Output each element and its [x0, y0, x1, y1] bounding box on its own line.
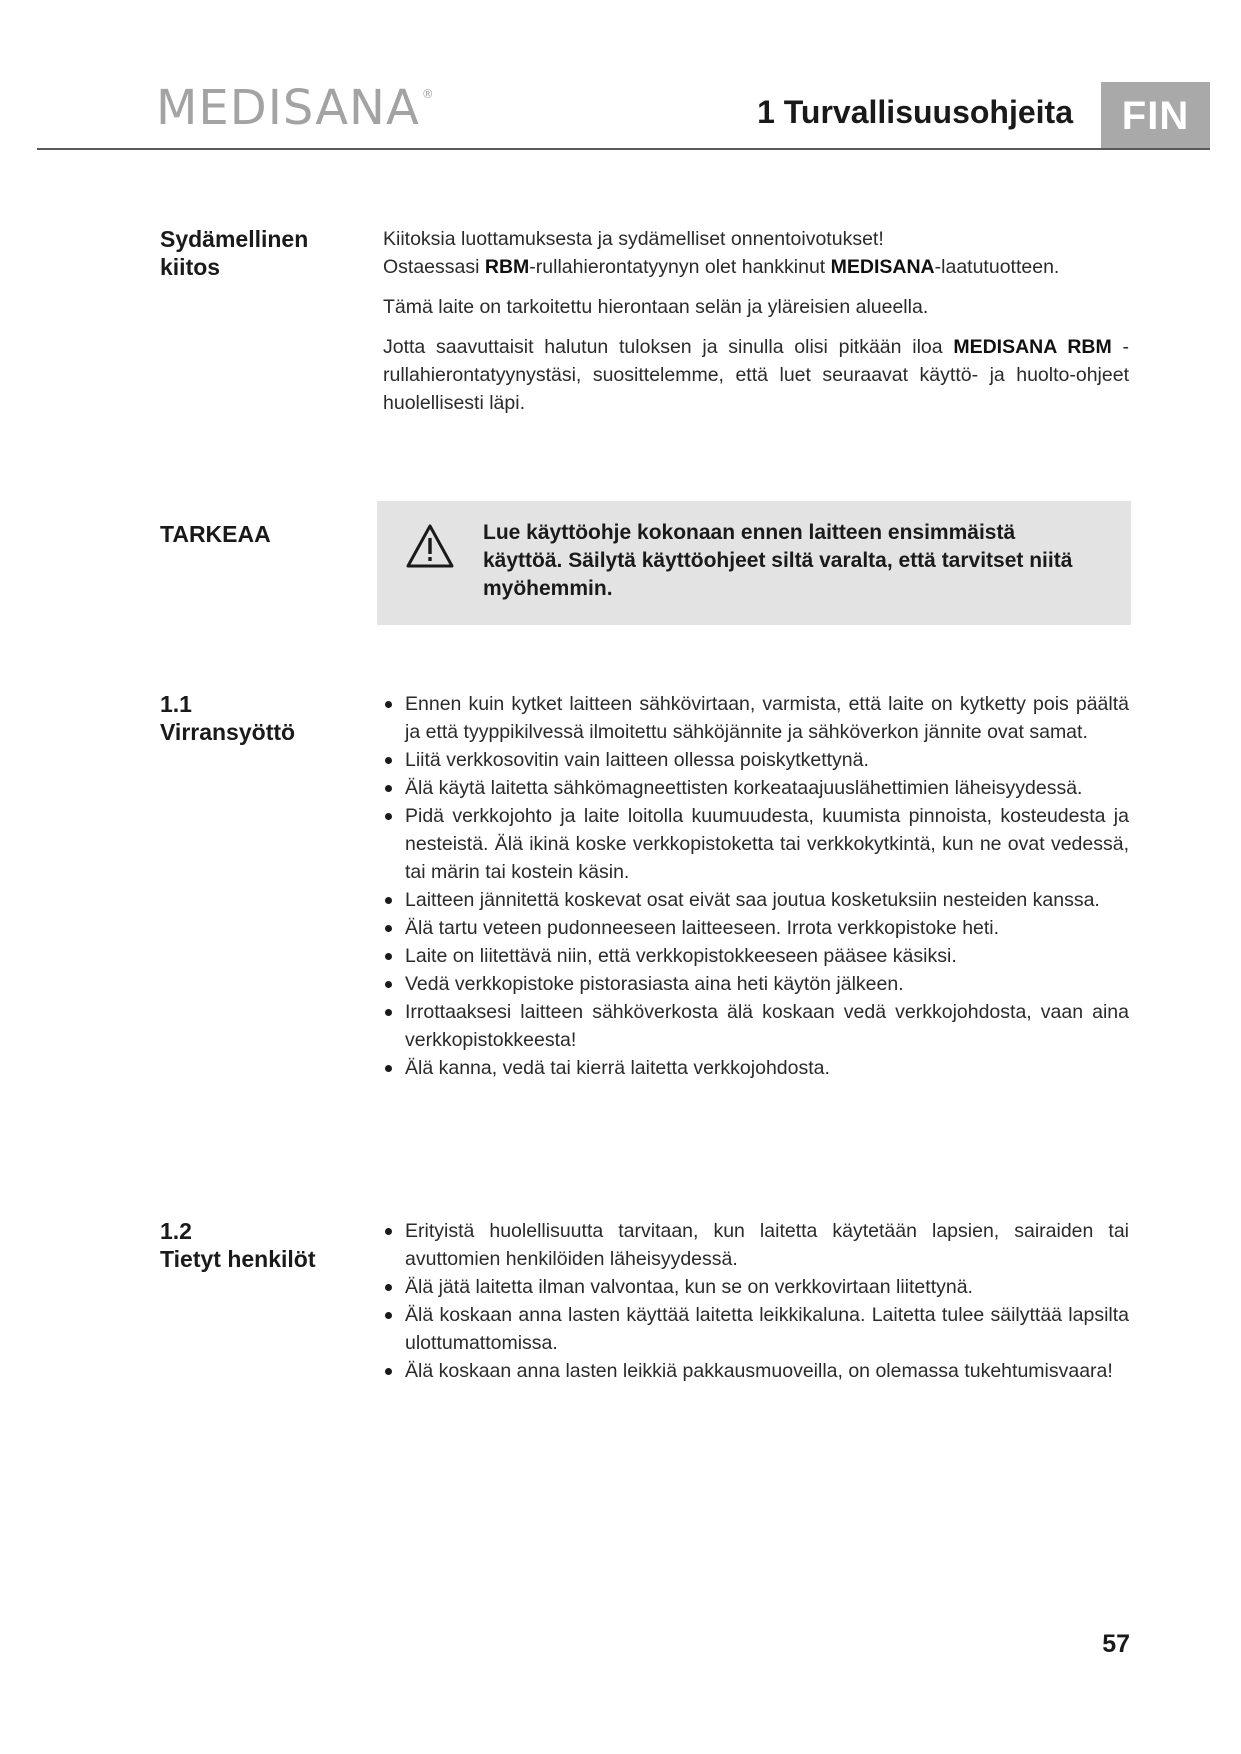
power-body	[383, 690, 1129, 1082]
list-item: Älä tartu veteen pudonneeseen laitteeseen. Irrota verkkopistoke heti.	[383, 914, 1129, 942]
header-divider	[37, 148, 1210, 150]
list-item: Älä käytä laitetta sähkömagneettisten korkeataajuuslähettimien läheisyydessä.	[383, 774, 1129, 802]
intro-paragraph-1	[383, 225, 1129, 281]
intro-label-line2: kiitos	[160, 254, 221, 280]
intro-p1-text-c: -rullahierontatyynyn olet hankkinut	[529, 256, 831, 278]
power-heading	[160, 690, 360, 746]
intro-p1-text-e: -laatutuotteen.	[934, 256, 1060, 278]
power-title: Virransyöttö	[160, 719, 296, 745]
list-item: Pidä verkkojohto ja laite loitolla kuumuudesta, kuumista pinnoista, kosteudesta ja nesteistä. Älä ikinä koske verkkopistoketta tai verkkokytkintä, kun ne ovat vedessä, tai märin tai kostein käsin.	[383, 802, 1129, 886]
warning-triangle-icon	[405, 523, 455, 569]
important-notice-box	[377, 501, 1131, 625]
persons-heading	[160, 1217, 360, 1273]
logo-text: MEDISANA	[156, 80, 420, 136]
intro-paragraph-2: Tämä laite on tarkoitettu hierontaan selän ja yläreisien alueella.	[383, 296, 929, 318]
language-tab: FIN	[1101, 82, 1210, 150]
intro-paragraph-3	[383, 333, 1129, 417]
list-item: Ennen kuin kytket laitteen sähkövirtaan, varmista, että laite on kytketty pois päältä ja että tyyppikilvessä ilmoitettu sähköjännite ja sähköverkon jännite ovat samat.	[383, 690, 1129, 746]
page-title: 1 Turvallisuusohjeita	[757, 94, 1073, 130]
persons-title: Tietyt henkilöt	[160, 1246, 316, 1272]
intro-body	[383, 225, 1129, 429]
power-list	[383, 690, 1129, 1082]
persons-number: 1.2	[160, 1218, 192, 1244]
intro-p1-text-a: Ostaessasi	[383, 256, 485, 278]
important-notice-text: Lue käyttöohje kokonaan ennen laitteen ensimmäistä käyttöä. Säilytä käyttöohjeet siltä varalta, että tarvitset niitä myöhemmin.	[483, 521, 1073, 600]
list-item: Älä koskaan anna lasten käyttää laitetta leikkikaluna. Laitetta tulee säilyttää lapsilta ulottumattomissa.	[383, 1301, 1129, 1357]
list-item: Älä koskaan anna lasten leikkiä pakkausmuoveilla, on olemassa tukehtumisvaara!	[383, 1357, 1129, 1385]
medisana-logo	[156, 80, 435, 136]
intro-p1-line1: Kiitoksia luottamuksesta ja sydämelliset onnentoivotukset!	[383, 228, 884, 250]
list-item: Irrottaaksesi laitteen sähköverkosta älä koskaan vedä verkkojohdosta, vaan aina verkkopistokkeesta!	[383, 998, 1129, 1054]
persons-body	[383, 1217, 1129, 1385]
page-number: 57	[1102, 1630, 1130, 1658]
persons-list	[383, 1217, 1129, 1385]
important-label: TARKEAA	[160, 521, 271, 547]
brand-name: MEDISANA	[830, 256, 935, 278]
intro-p3-text-c: -rullahierontatyynystäsi, suosittelemme, että luet seuraavat käyttö- ja huolto-ohjeet huolellisesti läpi.	[383, 336, 1129, 414]
registered-mark: ®	[421, 87, 435, 101]
list-item: Laite on liitettävä niin, että verkkopistokkeeseen pääsee käsiksi.	[383, 942, 1129, 970]
list-item: Älä jätä laitetta ilman valvontaa, kun se on verkkovirtaan liitettynä.	[383, 1273, 1129, 1301]
list-item: Erityistä huolellisuutta tarvitaan, kun laitetta käytetään lapsien, sairaiden tai avuttomien henkilöiden läheisyydessä.	[383, 1217, 1129, 1273]
list-item: Vedä verkkopistoke pistorasiasta aina heti käytön jälkeen.	[383, 970, 1129, 998]
product-name-rbm: RBM	[484, 256, 530, 278]
intro-p3-text-a: Jotta saavuttaisit halutun tuloksen ja sinulla olisi pitkään iloa	[383, 336, 954, 358]
list-item: Laitteen jännitettä koskevat osat eivät saa joutua kosketuksiin nesteiden kanssa.	[383, 886, 1129, 914]
brand-product-name: MEDISANA RBM	[953, 336, 1112, 358]
list-item: Liitä verkkosovitin vain laitteen ollessa poiskytkettynä.	[383, 746, 1129, 774]
intro-label	[160, 225, 360, 281]
list-item: Älä kanna, vedä tai kierrä laitetta verkkojohdosta.	[383, 1054, 1129, 1082]
power-number: 1.1	[160, 691, 192, 717]
intro-label-line1: Sydämellinen	[160, 226, 309, 252]
